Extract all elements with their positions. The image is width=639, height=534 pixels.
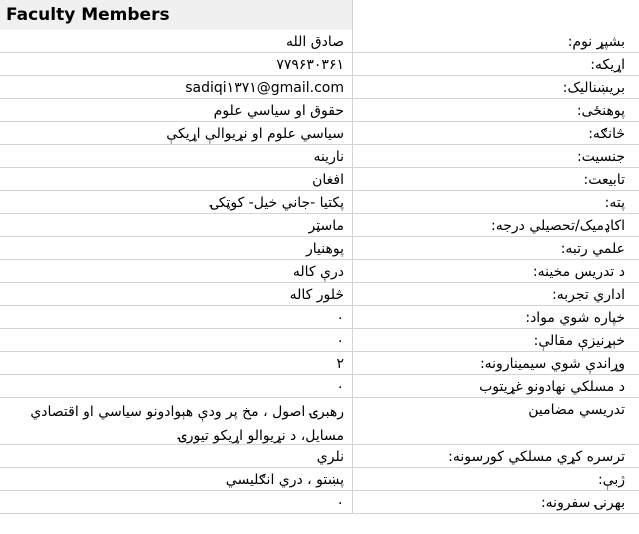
value-cell[interactable] <box>0 306 353 329</box>
label-cell[interactable] <box>353 30 639 53</box>
label-cell[interactable] <box>353 122 639 145</box>
label-text: اړیکه: <box>590 57 625 73</box>
label-text: خپاره شوي مواد: <box>525 310 625 326</box>
label-cell[interactable] <box>353 398 639 445</box>
label-cell[interactable] <box>353 283 639 306</box>
table-row <box>0 398 639 445</box>
value-text: پوهنیار <box>306 241 344 257</box>
value-cell[interactable] <box>0 237 353 260</box>
value-text: پښتو ، دري انګلیسي <box>225 472 344 488</box>
label-cell[interactable] <box>353 237 639 260</box>
label-cell[interactable] <box>353 76 639 99</box>
value-cell[interactable] <box>0 491 353 514</box>
table-row <box>0 99 639 122</box>
label-text: تابیعت: <box>583 172 625 188</box>
label-cell[interactable] <box>353 168 639 191</box>
value-text: ۰ <box>336 310 344 326</box>
table-row <box>0 122 639 145</box>
label-text: پوهنځی: <box>576 103 625 119</box>
title-row <box>0 0 639 30</box>
value-text: افغان <box>312 172 344 188</box>
label-text: د تدریس مخینه: <box>532 264 625 280</box>
value-text: ۷۷۹۶۳۰۳۶۱ <box>276 57 344 73</box>
value-cell[interactable] <box>0 191 353 214</box>
value-text: ماسټر <box>308 218 344 234</box>
value-text: څلور کاله <box>289 287 344 303</box>
value-text: ۰ <box>336 495 344 511</box>
value-text: پکتیا -جاني خیل- کوټکۍ <box>210 195 344 211</box>
label-text: خېړنیزې مقالې: <box>533 333 625 349</box>
label-text: جنسیت: <box>576 149 625 165</box>
value-cell[interactable] <box>0 468 353 491</box>
value-text: حقوق او سیاسي علوم <box>213 103 344 119</box>
table-row <box>0 306 639 329</box>
label-cell[interactable] <box>353 491 639 514</box>
value-text: نلري <box>316 449 344 465</box>
label-text: ترسره کړي مسلکي کورسونه: <box>448 449 625 465</box>
table-row <box>0 214 639 237</box>
value-cell[interactable] <box>0 99 353 122</box>
label-text: د مسلکي نهادونو غړیتوب <box>479 379 625 395</box>
value-cell[interactable] <box>0 329 353 352</box>
value-cell[interactable] <box>0 53 353 76</box>
value-text: ۰ <box>336 333 344 349</box>
value-cell[interactable] <box>0 283 353 306</box>
label-text: وړاندې شوي سیمینارونه: <box>479 356 625 372</box>
value-text: صادق الله <box>286 34 344 50</box>
table-row <box>0 352 639 375</box>
value-cell[interactable] <box>0 352 353 375</box>
value-cell[interactable] <box>0 375 353 398</box>
value-text: ۲ <box>336 356 344 372</box>
table-row <box>0 468 639 491</box>
value-cell[interactable] <box>0 398 353 445</box>
label-cell[interactable] <box>353 99 639 122</box>
table-row <box>0 445 639 468</box>
table-row <box>0 53 639 76</box>
table-row <box>0 237 639 260</box>
label-cell[interactable] <box>353 53 639 76</box>
label-text: تدریسي مضامین <box>528 402 625 418</box>
value-text: sadiqi۱۳۷۱@gmail.com <box>185 80 344 96</box>
label-cell[interactable] <box>353 214 639 237</box>
label-cell[interactable] <box>353 145 639 168</box>
value-cell[interactable] <box>0 145 353 168</box>
label-cell[interactable] <box>353 352 639 375</box>
label-cell[interactable] <box>353 445 639 468</box>
label-cell[interactable] <box>353 306 639 329</box>
value-cell[interactable] <box>0 30 353 53</box>
table-row <box>0 329 639 352</box>
value-text: ۰ <box>336 379 344 395</box>
table-row <box>0 145 639 168</box>
table-row <box>0 375 639 398</box>
value-cell[interactable] <box>0 445 353 468</box>
label-text: ژبې: <box>597 472 625 488</box>
label-cell[interactable] <box>353 375 639 398</box>
label-text: پته: <box>604 195 625 211</box>
label-text: بشپړ نوم: <box>567 34 625 50</box>
value-cell[interactable] <box>0 214 353 237</box>
table-row <box>0 283 639 306</box>
title-empty-cell[interactable] <box>353 0 639 30</box>
label-text: اکاډمیک/تحصیلي درجه: <box>491 218 625 234</box>
label-text: بریښنالیک: <box>562 80 625 96</box>
label-cell[interactable] <box>353 329 639 352</box>
label-cell[interactable] <box>353 260 639 283</box>
table-row <box>0 491 639 514</box>
table-row <box>0 260 639 283</box>
value-cell[interactable] <box>0 76 353 99</box>
value-text: درې کاله <box>292 264 344 280</box>
title-cell[interactable] <box>0 0 353 30</box>
label-text: بهرنۍ سفرونه: <box>540 495 625 511</box>
table-row <box>0 76 639 99</box>
value-text: سیاسي علوم او نړیوالې اړیکې <box>166 126 344 142</box>
label-cell[interactable] <box>353 191 639 214</box>
value-text: نارینه <box>313 149 344 165</box>
label-text: څانګه: <box>588 126 625 142</box>
label-cell[interactable] <box>353 468 639 491</box>
page-title: Faculty Members <box>6 5 170 25</box>
table-row <box>0 191 639 214</box>
label-text: علمي رتبه: <box>560 241 625 257</box>
value-cell[interactable] <box>0 168 353 191</box>
value-text: رهبرۍ اصول ، مخ پر ودې هېوادونو سیاسي او اقتصادي مسایل، د نړیوالو اړیکو تیورۍ <box>30 404 344 444</box>
table-row <box>0 30 639 53</box>
label-text: اداري تجربه: <box>552 287 625 303</box>
table-row <box>0 168 639 191</box>
value-cell[interactable] <box>0 260 353 283</box>
value-cell[interactable] <box>0 122 353 145</box>
